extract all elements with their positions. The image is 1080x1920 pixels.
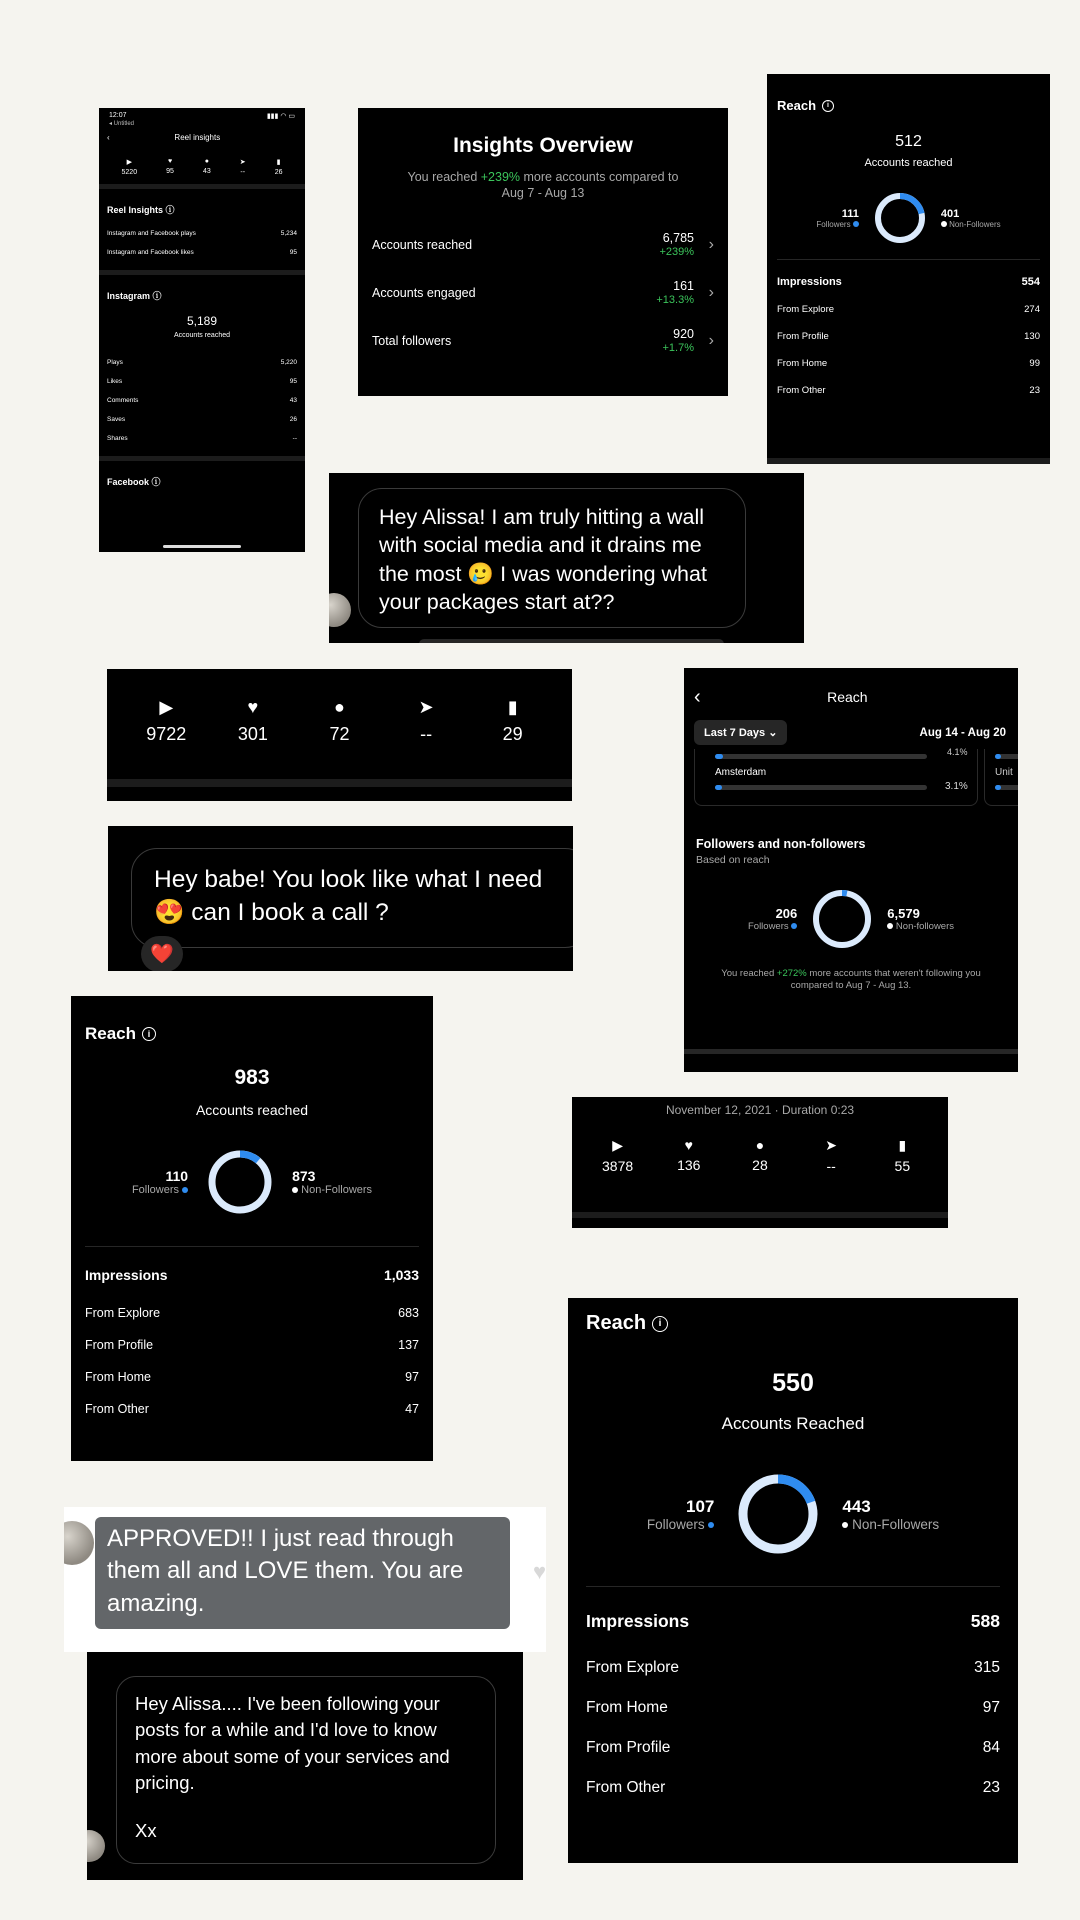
- overview-row-accounts-engaged[interactable]: [358, 269, 728, 317]
- accounts-reached-caption: Accounts reached: [864, 157, 953, 169]
- reach-card-983: [71, 996, 433, 1461]
- non-followers-stat: 6,579 Non-followers: [887, 906, 954, 932]
- info-icon[interactable]: ⓘ: [165, 205, 175, 215]
- overview-title: Insights Overview: [453, 134, 633, 157]
- white-dot-icon: [887, 923, 893, 929]
- followers-breakdown: [767, 169, 1050, 245]
- message-signoff: Xx: [135, 1820, 157, 1842]
- saves-stat: [275, 158, 283, 176]
- overview-row-total-followers[interactable]: [358, 317, 728, 365]
- followers-breakdown: [568, 1434, 1018, 1556]
- list-item: From Profile 84: [586, 1739, 1000, 1756]
- white-dot-icon: [292, 1187, 298, 1193]
- list-item: From Profile 137: [85, 1338, 419, 1352]
- nav-bar: [684, 678, 1018, 710]
- share-icon: ➤: [418, 697, 434, 717]
- accounts-reached-caption: Accounts reached: [173, 332, 231, 339]
- blue-dot-icon: [791, 923, 797, 929]
- list-item: From Other 47: [85, 1402, 419, 1416]
- stats-row: [572, 1117, 948, 1174]
- plays-value: 5220: [121, 169, 138, 176]
- followers-donut-chart: [736, 1472, 820, 1556]
- info-icon[interactable]: ⓘ: [152, 291, 162, 301]
- back-to-app-label[interactable]: ◂ Untitled: [109, 121, 135, 127]
- plays-stat: ▶ 3878: [602, 1137, 634, 1174]
- facebook-section: [99, 461, 305, 496]
- impressions-row: Impressions 1,033: [85, 1267, 419, 1283]
- top-cities-list: [694, 747, 1018, 807]
- city-bar-top: [715, 754, 927, 759]
- avatar[interactable]: [64, 1521, 94, 1565]
- followers-stat: 107 Followers: [646, 1496, 715, 1532]
- list-item: Shares --: [107, 435, 297, 442]
- post-date-duration: November 12, 2021 · Duration 0:23: [665, 1103, 855, 1117]
- bookmark-icon: ▮: [507, 697, 518, 717]
- comments-stat: ● 72: [329, 697, 350, 744]
- likes-stat: ♥ 136: [677, 1137, 701, 1173]
- info-icon[interactable]: i: [652, 1316, 668, 1332]
- city-bar: [715, 785, 927, 790]
- divider: [107, 779, 572, 787]
- shares-value: --: [240, 169, 246, 176]
- accounts-reached-value: 983: [234, 1066, 270, 1089]
- overview-row-accounts-reached[interactable]: [358, 221, 728, 269]
- list-item: Instagram and Facebook likes 95: [107, 249, 297, 256]
- heart-icon: ♥: [167, 158, 173, 165]
- donut-non-followers-segment: [212, 1154, 268, 1210]
- reach-heading: Reach i: [767, 74, 1050, 113]
- chevron-right-icon: ›: [708, 236, 714, 254]
- comments-stat: ● 28: [752, 1137, 768, 1173]
- play-icon: ▶: [612, 1137, 623, 1153]
- nav-bar: [99, 127, 305, 142]
- list-item: From Profile 130: [777, 331, 1040, 342]
- list-item: Plays 5,220: [107, 359, 297, 366]
- impressions-row: Impressions 588: [586, 1611, 1000, 1631]
- info-icon[interactable]: i: [142, 1027, 156, 1041]
- followers-stat: 111 Followers: [816, 207, 859, 229]
- blue-dot-icon: [182, 1187, 188, 1193]
- list-item: From Home 97: [85, 1370, 419, 1384]
- followers-donut-chart: [811, 888, 873, 950]
- chevron-right-icon: ›: [708, 284, 714, 302]
- share-icon: ➤: [825, 1137, 838, 1153]
- avatar[interactable]: [329, 593, 351, 627]
- non-followers-stat: 401 Non-Followers: [940, 207, 1001, 229]
- message-bubble[interactable]: Hey babe! You look like what I need 😍 can I book a call ?: [131, 848, 573, 948]
- growth-percent: +239%: [480, 170, 521, 184]
- comment-icon: ●: [204, 158, 209, 165]
- list-item: Comments 43: [107, 397, 297, 404]
- comment-icon: ●: [334, 697, 345, 717]
- date-range: Aug 14 - Aug 20: [919, 726, 1006, 739]
- followers-donut-chart: [873, 191, 927, 245]
- city-name-next: Unit: [995, 767, 1013, 778]
- plays-stat: [122, 158, 138, 176]
- accounts-reached-value: 5,189: [186, 314, 218, 328]
- list-item: From Explore 683: [85, 1306, 419, 1320]
- avatar[interactable]: [87, 1830, 105, 1862]
- list-item: From Explore 315: [586, 1659, 1000, 1676]
- followers-stat: 206 Followers: [747, 906, 798, 932]
- city-bar-next-2: [995, 785, 1018, 790]
- reach-card-512: [767, 74, 1050, 464]
- saves-stat: ▮ 29: [502, 697, 523, 744]
- home-indicator[interactable]: [163, 545, 241, 548]
- status-icons: ▮▮▮ ◠ ▭: [266, 113, 295, 120]
- message-text: Hey Alissa.... I've been following your posts for a while and I'd love to know more about some of your services and pricing.: [135, 1693, 450, 1793]
- list-item: Instagram and Facebook plays 5,234: [107, 230, 297, 237]
- section-heading: Facebook ⓘ: [107, 477, 161, 487]
- reel-stats-card-9722: [107, 669, 572, 801]
- list-item: From Home 97: [586, 1699, 1000, 1716]
- heart-icon: ♥: [247, 697, 259, 717]
- white-dot-icon: [842, 1522, 848, 1528]
- insights-overview-card: [358, 108, 728, 396]
- filter-row: [684, 710, 1018, 745]
- city-pct-top: 4.1%: [947, 747, 968, 757]
- list-item: From Home 99: [777, 358, 1040, 369]
- row-label: Total followers: [372, 334, 452, 349]
- back-chevron-icon[interactable]: ‹: [694, 685, 701, 708]
- stats-row: [107, 669, 572, 745]
- blue-dot-icon: [708, 1522, 714, 1528]
- likes-stat: ♥ 301: [237, 697, 268, 744]
- overview-description: You reached +239% more accounts compared to Aug 7 - Aug 13: [407, 170, 679, 200]
- shares-stat: ➤ --: [418, 697, 434, 744]
- comment-icon: ●: [755, 1137, 765, 1153]
- post-stats-card-3878: [572, 1097, 948, 1228]
- list-item: Likes 95: [107, 378, 297, 385]
- bookmark-icon: ▮: [898, 1137, 907, 1153]
- back-chevron-icon[interactable]: ‹: [107, 133, 110, 142]
- info-icon[interactable]: i: [822, 100, 834, 112]
- reel-stats-row: [99, 142, 305, 184]
- list-item: From Explore 274: [777, 304, 1040, 315]
- section-heading: Instagram ⓘ: [107, 291, 162, 301]
- reach-heading: Reach i: [71, 996, 433, 1044]
- comparison-note: You reached +272% more accounts that weren't following you compared to Aug 7 - Aug 13.: [721, 968, 981, 991]
- likes-value: 95: [166, 168, 174, 175]
- dm-message-book-call: [108, 826, 573, 971]
- page-title: Reach: [827, 689, 868, 705]
- page-title: Reel insights: [174, 133, 221, 142]
- followers-breakdown: [71, 1118, 433, 1216]
- non-followers-stat: 443 Non-Followers: [842, 1496, 940, 1532]
- reel-insights-section: [99, 189, 305, 262]
- instagram-section: [99, 275, 305, 448]
- heart-icon: ♥: [684, 1137, 693, 1153]
- message-bubble[interactable]: [116, 1676, 496, 1864]
- followers-stat: 110 Followers: [131, 1168, 189, 1196]
- share-icon: ➤: [239, 159, 246, 166]
- divider: [572, 1212, 948, 1218]
- play-icon: ▶: [159, 697, 174, 717]
- info-icon[interactable]: ⓘ: [151, 477, 161, 487]
- city-pct: 3.1%: [945, 781, 968, 792]
- reach-followers-nonfollowers-card: [684, 668, 1018, 1072]
- cities-card: [694, 749, 978, 806]
- saves-value: 26: [274, 169, 283, 176]
- row-values: 920 +1.7%: [662, 327, 694, 355]
- comments-stat: [203, 158, 211, 176]
- bookmark-icon: ▮: [276, 159, 281, 166]
- impressions-row: Impressions 554: [777, 276, 1040, 288]
- date-filter-dropdown[interactable]: Last 7 Days ⌄: [694, 720, 787, 745]
- divider: [767, 458, 1050, 464]
- list-item: From Other 23: [586, 1779, 1000, 1796]
- plays-stat: ▶ 9722: [146, 697, 187, 744]
- section-heading: Followers and non-followers: [696, 837, 866, 851]
- list-item: Saves 26: [107, 416, 297, 423]
- city-name: Amsterdam: [715, 767, 767, 778]
- blue-dot-icon: [853, 221, 859, 227]
- accounts-reached-caption: Accounts Reached: [721, 1414, 865, 1433]
- white-dot-icon: [941, 221, 947, 227]
- row-values: 161 +13.3%: [656, 279, 694, 307]
- status-time: 12:07: [109, 112, 127, 119]
- dm-message-approved: [64, 1507, 546, 1652]
- accounts-reached-value: 550: [772, 1369, 814, 1397]
- message-bubble[interactable]: Hey Alissa! I am truly hitting a wall with social media and it drains me the most 🥲 I was wondering what your packages start at??: [358, 488, 746, 628]
- play-icon: ▶: [126, 159, 132, 166]
- dm-message-services-pricing: [87, 1652, 523, 1880]
- city-bar-next: [995, 754, 1018, 759]
- row-label: Accounts engaged: [372, 286, 476, 301]
- section-heading: Reel Insights ⓘ: [107, 205, 175, 215]
- non-followers-stat: 873 Non-Followers: [292, 1168, 373, 1196]
- reel-insights-phone-screenshot: [99, 108, 305, 552]
- next-cities-card: [984, 749, 1018, 806]
- accounts-reached-caption: Accounts reached: [195, 1102, 309, 1118]
- status-bar: [684, 668, 1018, 678]
- heart-reaction-icon[interactable]: ❤️: [141, 936, 183, 971]
- accounts-reached-value: 512: [895, 133, 922, 150]
- shares-stat: ➤ --: [825, 1137, 838, 1174]
- row-label: Accounts reached: [372, 238, 473, 253]
- chevron-down-icon: ⌄: [768, 727, 778, 739]
- reach-heading: Reach i: [568, 1298, 1018, 1335]
- row-values: 6,785 +239%: [659, 231, 694, 259]
- section-subtitle: Based on reach: [696, 854, 770, 866]
- dm-message-packages: [329, 473, 804, 643]
- comments-value: 43: [202, 168, 211, 175]
- status-bar: [99, 108, 305, 120]
- list-item: From Other 23: [777, 385, 1040, 396]
- divider: [684, 1049, 1018, 1054]
- next-message-peek: [419, 639, 724, 643]
- chevron-right-icon: ›: [708, 332, 714, 350]
- reach-card-550: [568, 1298, 1018, 1863]
- shares-stat: [240, 158, 246, 176]
- followers-donut-chart: [206, 1148, 274, 1216]
- message-bubble[interactable]: APPROVED!! I just read through them all and LOVE them. You are amazing.: [95, 1517, 510, 1629]
- donut-non-followers-segment: [816, 893, 868, 945]
- like-heart-icon[interactable]: ♥: [532, 1559, 546, 1584]
- likes-stat: [166, 158, 174, 176]
- followers-breakdown: [684, 866, 1018, 950]
- saves-stat: ▮ 55: [894, 1137, 911, 1174]
